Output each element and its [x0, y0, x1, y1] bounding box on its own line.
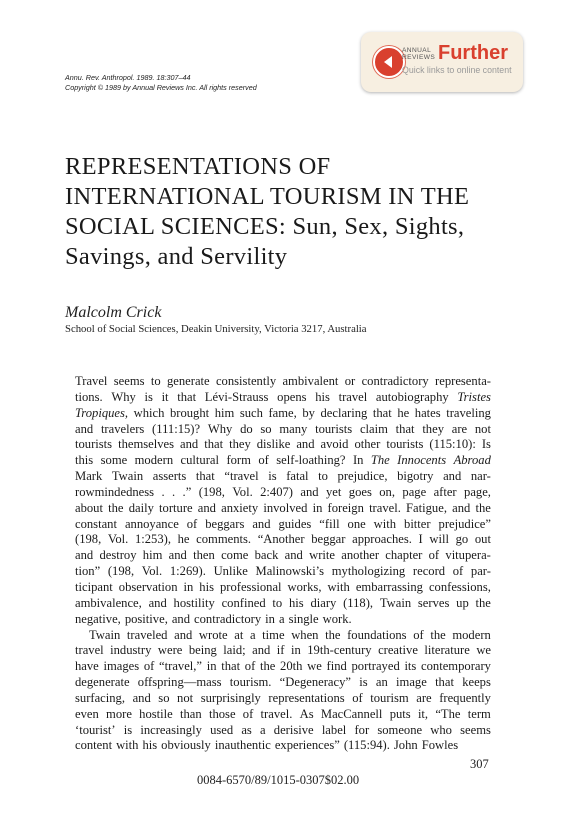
- body-line: Mark Twain asserts that “travel is fatal to prejudice, bigotry and nar-: [75, 469, 491, 484]
- arrow-left-circle-icon: [373, 46, 405, 78]
- title-line: Savings, and Servility: [65, 243, 288, 270]
- page-number: 307: [470, 757, 489, 771]
- body-line: travel industry were being laid; and if in 19th-century creative literature we: [75, 643, 491, 658]
- body-line: and destroy him and then come back and write another chapter of vitupera-: [75, 548, 491, 563]
- citation-line-2: Copyright © 1989 by Annual Reviews Inc. All rights reserved: [65, 82, 257, 92]
- body-line: Travel seems to generate consistently ambivalent or contradictory representa-: [75, 374, 491, 388]
- body-line: surfacing, and so not surprisingly representations of tourism are frequently: [75, 690, 491, 705]
- body-line: about the daily torture and anxiety involved in foreign travel. Fatigue, and the: [75, 500, 491, 515]
- body-line: ‘tourist’ is increasingly used as a derisive label for someone who seems: [75, 722, 491, 737]
- body-line: degenerate offspring—mass tourism. “Degeneracy” is an image that keeps: [75, 675, 491, 690]
- title-line: REPRESENTATIONS OF: [65, 153, 331, 180]
- annual-reviews-wordmark: ANNUAL REVIEWS: [402, 47, 436, 62]
- body-line: rowmindedness . . .” (198, Vol. 2:407) and yet goes on, page after page,: [75, 484, 491, 499]
- body-line: negative, positive, and contradictory in a single work.: [75, 611, 352, 626]
- citation-line-1: Annu. Rev. Anthropol. 1989. 18:307–44: [65, 73, 191, 82]
- body-text: [75, 374, 491, 754]
- doi-code: 0084-6570/89/1015-0307$02.00: [197, 773, 360, 787]
- badge-subtitle: Quick links to online content: [402, 65, 512, 75]
- author-name: Malcolm Crick: [65, 304, 162, 321]
- body-line: (198, Vol. 1:253), he comments. “Another beggar approaches. I will go out: [75, 532, 491, 547]
- body-line: and travelers (111:15)? Why do so many tourists claim that they are not: [75, 421, 491, 436]
- body-line: tions. Why is it that Lévi-Strauss opens his travel autobiography Tristes: [75, 389, 491, 404]
- author-affiliation: School of Social Sciences, Deakin University, Victoria 3217, Australia: [65, 323, 367, 335]
- body-line: Twain traveled and wrote at a time when the foundations of the modern: [89, 627, 491, 642]
- body-line: content with his obviously inauthentic experiences” (115:94). John Fowles: [75, 738, 459, 753]
- body-line: constant annoyance of beggars and guides “fill one with bitter prejudice”: [75, 516, 491, 531]
- body-line: Tropiques, which brought him such fame, by declaring that he hates traveling: [75, 405, 491, 420]
- body-line: ticipant observation in his professional works, with embarrassing confessions,: [75, 579, 491, 594]
- body-line: ambivalence, and hostility confined to his diary (118), Twain serves up the: [75, 595, 491, 610]
- body-line: this some modern cultural form of self-loathing? In The Innocents Abroad: [75, 453, 491, 468]
- article-title: [65, 152, 505, 272]
- further-badge-link[interactable]: [361, 32, 523, 92]
- body-line: even more hostile than those of travel. As MacCannell puts it, “The term: [75, 706, 491, 721]
- journal-citation: [65, 73, 257, 92]
- body-line: tion” (198, Vol. 1:269). Unlike Malinowski’s mythologizing record of par-: [75, 564, 491, 579]
- title-line: INTERNATIONAL TOURISM IN THE: [65, 183, 470, 210]
- further-wordmark: Further: [438, 42, 508, 64]
- title-line: SOCIAL SCIENCES: Sun, Sex, Sights,: [65, 213, 465, 240]
- body-line: have images of “travel,” in that of the 20th we find portrayed its contemporary: [75, 659, 491, 674]
- body-line: tourists themselves and that they dislike and avoid other tourists (115:10): Is: [75, 437, 491, 452]
